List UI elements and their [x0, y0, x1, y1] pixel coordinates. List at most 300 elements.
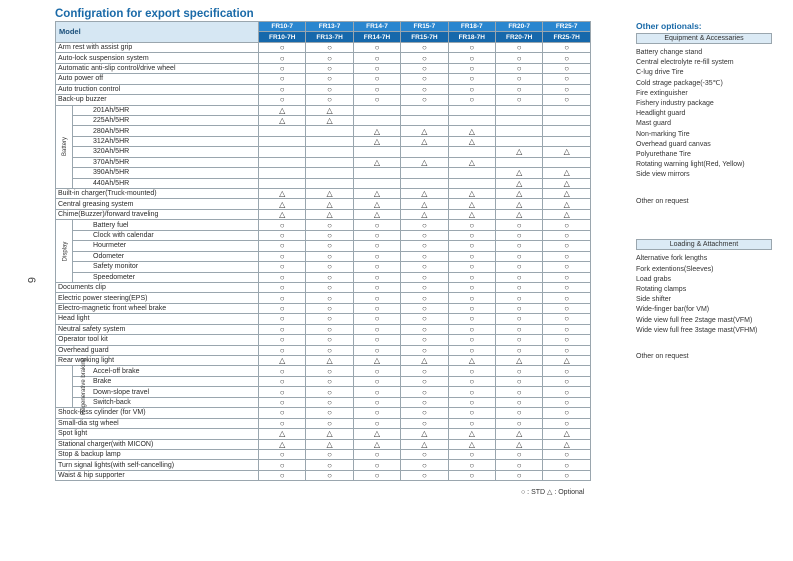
list-item: Fishery industry package [636, 99, 714, 107]
cell-value: ○ [306, 303, 353, 313]
cell-value: ○ [353, 418, 400, 428]
row-label: 201Ah/5HR [73, 105, 259, 115]
cell-value: ○ [353, 42, 400, 52]
cell-value [448, 168, 495, 178]
cell-value: ○ [495, 418, 542, 428]
cell-value: ○ [495, 293, 542, 303]
cell-value: ○ [353, 63, 400, 73]
row-label: Head light [56, 314, 259, 324]
table-row [56, 199, 591, 209]
cell-value: ○ [401, 272, 448, 282]
table-row [56, 136, 591, 146]
cell-value [259, 136, 306, 146]
cell-value: ○ [495, 84, 542, 94]
cell-value: △ [401, 157, 448, 167]
cell-value: △ [448, 209, 495, 219]
cell-value: ○ [448, 262, 495, 272]
cell-value: ○ [543, 272, 591, 282]
model-header-bottom: FR15-7H [401, 32, 448, 42]
row-label: Electro-magnetic front wheel brake [56, 303, 259, 313]
cell-value: △ [259, 189, 306, 199]
cell-value [259, 168, 306, 178]
cell-value: ○ [401, 366, 448, 376]
cell-value: ○ [259, 251, 306, 261]
cell-value: ○ [259, 282, 306, 292]
table-row [56, 460, 591, 470]
cell-value: ○ [495, 63, 542, 73]
cell-value: △ [448, 199, 495, 209]
cell-value: ○ [306, 408, 353, 418]
cell-value: ○ [306, 324, 353, 334]
cell-value: ○ [543, 293, 591, 303]
cell-value: △ [495, 429, 542, 439]
cell-value: △ [543, 189, 591, 199]
row-label: Waist & hip supporter [56, 470, 259, 480]
cell-value: ○ [259, 95, 306, 105]
cell-value: ○ [306, 314, 353, 324]
cell-value: ○ [448, 335, 495, 345]
cell-value: ○ [306, 230, 353, 240]
battery-group-label [56, 105, 73, 189]
cell-value: ○ [448, 63, 495, 73]
table-row [56, 95, 591, 105]
table-row [56, 408, 591, 418]
table-row [56, 376, 591, 386]
cell-value: ○ [259, 314, 306, 324]
cell-value: ○ [259, 293, 306, 303]
cell-value [448, 115, 495, 125]
cell-value: △ [543, 439, 591, 449]
table-row [56, 470, 591, 480]
cell-value: △ [353, 199, 400, 209]
cell-value: ○ [448, 272, 495, 282]
cell-value: △ [495, 168, 542, 178]
list-item: Wide-finger bar(for VM) [636, 306, 710, 314]
cell-value: ○ [353, 74, 400, 84]
cell-value: ○ [401, 314, 448, 324]
equipment-on-request: Other on request [636, 198, 689, 206]
display-group-label [56, 220, 73, 283]
model-header-top: FR20-7 [495, 22, 542, 32]
cell-value: ○ [448, 74, 495, 84]
cell-value: △ [495, 356, 542, 366]
list-item: Side view mirrors [636, 171, 690, 179]
row-label: 312Ah/5HR [73, 136, 259, 146]
other-optionals-panel [636, 21, 772, 362]
cell-value [353, 178, 400, 188]
cell-value: ○ [448, 387, 495, 397]
table-row [56, 335, 591, 345]
cell-value [306, 126, 353, 136]
cell-value: ○ [306, 241, 353, 251]
table-row [56, 293, 591, 303]
cell-value: △ [543, 147, 591, 157]
row-label: Automatic anti-slip control/drive wheel [56, 63, 259, 73]
cell-value: ○ [259, 262, 306, 272]
cell-value: ○ [543, 397, 591, 407]
table-row [56, 387, 591, 397]
row-label: 370Ah/5HR [73, 157, 259, 167]
cell-value: ○ [543, 262, 591, 272]
cell-value: ○ [353, 262, 400, 272]
cell-value: △ [353, 126, 400, 136]
row-label: Built-in charger(Truck-mounted) [56, 189, 259, 199]
equipment-list [636, 48, 772, 180]
cell-value: ○ [306, 95, 353, 105]
table-row [56, 189, 591, 199]
cell-value [448, 178, 495, 188]
cell-value: ○ [259, 408, 306, 418]
cell-value: ○ [543, 376, 591, 386]
list-item: Cold strage package(-35℃) [636, 79, 723, 87]
cell-value: ○ [495, 345, 542, 355]
cell-value: △ [353, 439, 400, 449]
cell-value: ○ [543, 366, 591, 376]
cell-value: ○ [353, 251, 400, 261]
model-header-bottom: FR18-7H [448, 32, 495, 42]
row-label: Stational charger(with MICON) [56, 439, 259, 449]
cell-value: ○ [353, 470, 400, 480]
cell-value: ○ [401, 220, 448, 230]
list-item: Alternative fork lengths [636, 255, 708, 263]
table-row [56, 262, 591, 272]
row-label: Operator tool kit [56, 335, 259, 345]
cell-value: △ [448, 439, 495, 449]
cell-value: △ [353, 136, 400, 146]
table-row [56, 439, 591, 449]
cell-value: ○ [259, 470, 306, 480]
cell-value: ○ [495, 366, 542, 376]
cell-value: △ [306, 356, 353, 366]
page-number: 6 [25, 276, 38, 284]
cell-value: ○ [448, 460, 495, 470]
row-label: Down-slope travel [73, 387, 259, 397]
cell-value: ○ [259, 449, 306, 459]
cell-value: ○ [401, 241, 448, 251]
table-row [56, 345, 591, 355]
cell-value: ○ [401, 345, 448, 355]
table-row [56, 449, 591, 459]
table-row [56, 282, 591, 292]
cell-value: ○ [353, 220, 400, 230]
cell-value: ○ [448, 241, 495, 251]
cell-value: △ [306, 209, 353, 219]
model-header-top: FR14-7 [353, 22, 400, 32]
cell-value: ○ [543, 230, 591, 240]
group-label-text: Display [62, 241, 69, 261]
cell-value [495, 126, 542, 136]
cell-value [543, 136, 591, 146]
cell-value: ○ [353, 241, 400, 251]
cell-value: △ [401, 356, 448, 366]
cell-value [401, 168, 448, 178]
cell-value: ○ [353, 449, 400, 459]
cell-value: ○ [401, 397, 448, 407]
cell-value: △ [401, 199, 448, 209]
table-row [56, 241, 591, 251]
cell-value: ○ [448, 282, 495, 292]
cell-value: △ [543, 178, 591, 188]
model-header-top: FR25-7 [543, 22, 591, 32]
table-row [56, 74, 591, 84]
cell-value: ○ [353, 84, 400, 94]
cell-value: ○ [401, 470, 448, 480]
cell-value: ○ [448, 220, 495, 230]
row-label: Brake [73, 376, 259, 386]
cell-value: ○ [448, 95, 495, 105]
row-label: Electric power steering(EPS) [56, 293, 259, 303]
table-row [56, 303, 591, 313]
cell-value [259, 178, 306, 188]
table-row [56, 147, 591, 157]
cell-value: ○ [353, 335, 400, 345]
cell-value: ○ [353, 324, 400, 334]
cell-value: ○ [259, 241, 306, 251]
cell-value: ○ [353, 282, 400, 292]
cell-value: ○ [495, 74, 542, 84]
list-item: Overhead guard canvas [636, 140, 711, 148]
cell-value: ○ [259, 376, 306, 386]
cell-value: ○ [543, 251, 591, 261]
cell-value: ○ [306, 470, 353, 480]
model-header-bottom: FR13-7H [306, 32, 353, 42]
cell-value [401, 147, 448, 157]
cell-value: ○ [259, 387, 306, 397]
cell-value: △ [259, 105, 306, 115]
cell-value: △ [306, 189, 353, 199]
cell-value: ○ [495, 42, 542, 52]
spec-table-body [56, 42, 591, 480]
row-label: 225Ah/5HR [73, 115, 259, 125]
cell-value: △ [306, 439, 353, 449]
cell-value: ○ [306, 397, 353, 407]
cell-value: ○ [495, 53, 542, 63]
cell-value: ○ [448, 366, 495, 376]
model-header-bottom: FR20-7H [495, 32, 542, 42]
cell-value: ○ [353, 366, 400, 376]
cell-value: ○ [306, 272, 353, 282]
cell-value: ○ [353, 95, 400, 105]
cell-value [543, 126, 591, 136]
cell-value: ○ [306, 53, 353, 63]
table-row [56, 397, 591, 407]
cell-value [401, 115, 448, 125]
cell-value: △ [543, 429, 591, 439]
cell-value: △ [448, 157, 495, 167]
cell-value: △ [353, 157, 400, 167]
cell-value: △ [543, 168, 591, 178]
cell-value: △ [448, 189, 495, 199]
cell-value: △ [495, 147, 542, 157]
table-row [56, 209, 591, 219]
table-row [56, 314, 591, 324]
cell-value: ○ [401, 449, 448, 459]
row-label: Safety monitor [73, 262, 259, 272]
list-item: Mast guard [636, 120, 672, 128]
model-header-top: FR18-7 [448, 22, 495, 32]
cell-value: ○ [448, 345, 495, 355]
cell-value: △ [543, 356, 591, 366]
cell-value: ○ [448, 418, 495, 428]
cell-value: ○ [306, 262, 353, 272]
cell-value: ○ [401, 95, 448, 105]
row-label: Battery fuel [73, 220, 259, 230]
list-item: Central electrolyte re-fill system [636, 59, 734, 67]
cell-value: ○ [495, 262, 542, 272]
cell-value: ○ [543, 324, 591, 334]
cell-value [495, 115, 542, 125]
cell-value: ○ [353, 408, 400, 418]
other-optionals-title: Other optionals: [636, 21, 702, 31]
cell-value: △ [353, 356, 400, 366]
cell-value: ○ [353, 397, 400, 407]
list-item: Wide view full free 2stage mast(VFM) [636, 316, 753, 324]
cell-value: ○ [495, 220, 542, 230]
cell-value [353, 168, 400, 178]
cell-value: ○ [306, 387, 353, 397]
cell-value: △ [401, 439, 448, 449]
cell-value: ○ [353, 293, 400, 303]
cell-value: ○ [448, 251, 495, 261]
table-row [56, 53, 591, 63]
list-item: Load grabs [636, 275, 672, 283]
table-row [56, 220, 591, 230]
cell-value: ○ [401, 84, 448, 94]
table-row [56, 115, 591, 125]
list-item: Battery change stand [636, 49, 703, 56]
cell-value: ○ [543, 387, 591, 397]
cell-value: ○ [495, 272, 542, 282]
row-label: Chime(Buzzer)/forward traveling [56, 209, 259, 219]
cell-value: ○ [306, 63, 353, 73]
cell-value: ○ [495, 470, 542, 480]
cell-value [543, 105, 591, 115]
cell-value [401, 105, 448, 115]
cell-value [306, 157, 353, 167]
cell-value: △ [306, 429, 353, 439]
cell-value: ○ [306, 220, 353, 230]
row-label: Overhead guard [56, 345, 259, 355]
cell-value: ○ [401, 42, 448, 52]
list-item: Headlight guard [636, 110, 686, 118]
cell-value: ○ [401, 303, 448, 313]
cell-value: ○ [259, 220, 306, 230]
cell-value: ○ [495, 230, 542, 240]
cell-value: ○ [259, 74, 306, 84]
cell-value: ○ [543, 282, 591, 292]
cell-value: ○ [353, 460, 400, 470]
table-row [56, 230, 591, 240]
cell-value: △ [401, 136, 448, 146]
cell-value: ○ [448, 53, 495, 63]
cell-value: ○ [401, 460, 448, 470]
cell-value: ○ [448, 314, 495, 324]
cell-value: ○ [401, 335, 448, 345]
model-header: Model [56, 22, 259, 43]
table-row [56, 366, 591, 376]
row-label: Auto power off [56, 74, 259, 84]
cell-value: ○ [543, 408, 591, 418]
cell-value: ○ [259, 303, 306, 313]
cell-value: ○ [448, 449, 495, 459]
cell-value: ○ [448, 470, 495, 480]
cell-value: ○ [401, 282, 448, 292]
cell-value: △ [306, 115, 353, 125]
cell-value: ○ [306, 251, 353, 261]
row-label: Documents clip [56, 282, 259, 292]
cell-value: ○ [543, 303, 591, 313]
cell-value: ○ [495, 241, 542, 251]
list-item: Rotating clamps [636, 286, 687, 293]
cell-value [543, 115, 591, 125]
cell-value: △ [495, 199, 542, 209]
cell-value: △ [543, 209, 591, 219]
table-row [56, 418, 591, 428]
model-header-top: FR15-7 [401, 22, 448, 32]
table-row [56, 272, 591, 282]
cell-value [353, 105, 400, 115]
cell-value: △ [259, 429, 306, 439]
cell-value: △ [448, 136, 495, 146]
cell-value: ○ [401, 53, 448, 63]
cell-value: ○ [401, 262, 448, 272]
cell-value: ○ [543, 63, 591, 73]
loading-list [636, 254, 772, 336]
cell-value: △ [306, 105, 353, 115]
list-item: Rotating warning light(Red, Yellow) [636, 161, 745, 169]
cell-value: △ [401, 209, 448, 219]
row-label: Small-dia stg wheel [56, 418, 259, 428]
row-label: Accel-off brake [73, 366, 259, 376]
cell-value: ○ [259, 397, 306, 407]
cell-value [353, 115, 400, 125]
cell-value: ○ [543, 95, 591, 105]
table-row [56, 429, 591, 439]
cell-value: ○ [543, 314, 591, 324]
cell-value: ○ [495, 335, 542, 345]
row-label: Arm rest with assist grip [56, 42, 259, 52]
row-label: 280Ah/5HR [73, 126, 259, 136]
cell-value: ○ [495, 314, 542, 324]
cell-value: ○ [543, 42, 591, 52]
cell-value: ○ [543, 470, 591, 480]
row-label: Spot light [56, 429, 259, 439]
cell-value [495, 136, 542, 146]
cell-value: △ [259, 439, 306, 449]
cell-value: ○ [448, 84, 495, 94]
cell-value [401, 178, 448, 188]
cell-value: ○ [306, 460, 353, 470]
cell-value: ○ [495, 408, 542, 418]
regen-group-label [56, 358, 88, 416]
cell-value [448, 105, 495, 115]
cell-value: ○ [259, 345, 306, 355]
row-label: Clock with calendar [73, 230, 259, 240]
cell-value: ○ [495, 324, 542, 334]
group-label-text: Regenerative braking [81, 358, 88, 416]
cell-value: ○ [543, 74, 591, 84]
cell-value: ○ [543, 84, 591, 94]
table-row [56, 126, 591, 136]
cell-value: ○ [259, 63, 306, 73]
row-label: Back-up buzzer [56, 95, 259, 105]
cell-value [306, 168, 353, 178]
cell-value: ○ [543, 220, 591, 230]
row-label: 440Ah/5HR [73, 178, 259, 188]
table-row [56, 178, 591, 188]
cell-value: ○ [306, 293, 353, 303]
cell-value: ○ [543, 345, 591, 355]
